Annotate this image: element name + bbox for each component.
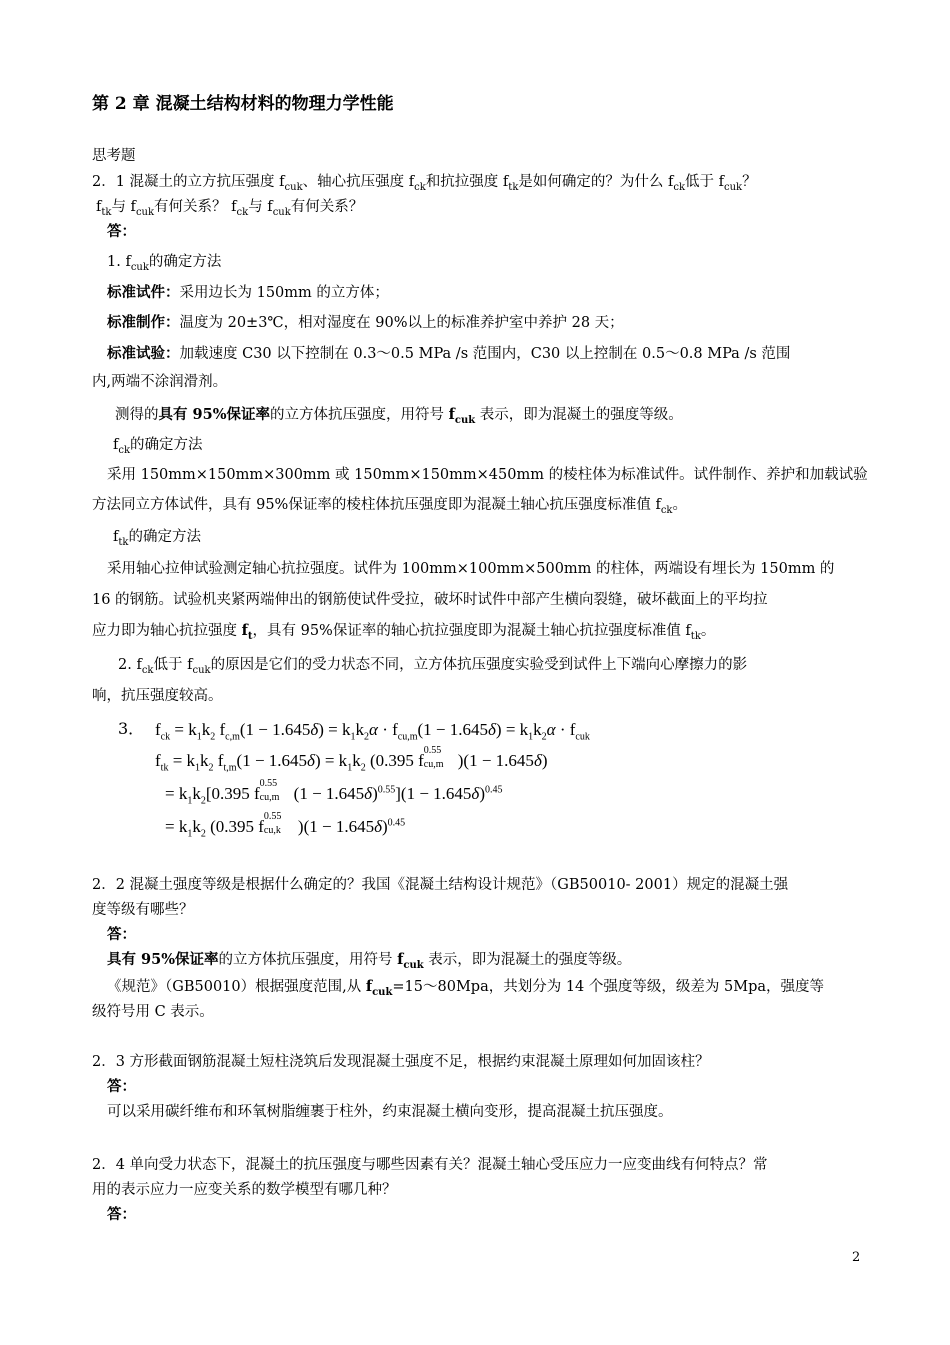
section-label: 思考题 [92,148,136,164]
question-2-1-line1: 2．1 混凝土的立方抗压强度 $f_{cuk}$、轴心抗压强度 $f_{ck}$和抗拉强度 $f_{tk}$是如何确定的？为什么 $f_{ck}$低于 $f_{cuk}$？ [92,174,757,193]
item2-line2: 响，抗压强度较高。 [92,688,223,704]
std-making-line: 标准制作：温度为 20±3℃，相对湿度在 90%以上的标准养护室中养护 28 天； [107,314,624,331]
chapter-title: 第 2 章 混凝土结构材料的物理力学性能 [92,94,394,114]
equation-fck: $f_{ck} = k_1k_2$ $f_{c,m}(1 - 1.645\delta) = k_1k_2\alpha \cdot f_{cu,m}(1 - 1.645\delta) = k_1k_2\alpha \cdot f_{cuk}$ [155,720,590,743]
question-2-1-line2: $f_{tk}$与 $f_{cuk}$有何关系？ $f_{ck}$与 $f_{cuk}$有何关系？ [96,199,364,218]
page-number: 2 [852,1250,861,1265]
q2-answer-line2: 《规范》（GB50010）根据强度范围,从 $f_{cuk}=15\sim 80Mpa$，共划分为 14 个强度等级，级差为 5Mpa，强度等 [107,978,824,998]
equation-ftk-2: = $k_1k_2[0.395$ f 0.55 cu,m $(1 - 1.645\delta)^{0.55}](1 - 1.645\delta)^{0.45}$ [165,778,503,807]
ftk-paragraph-line1: 采用轴心拉伸试验测定轴心抗拉强度。试件为 100mm×100mm×500mm 的柱体，两端设有埋长为 150mm 的 [107,561,835,577]
ftk-paragraph-line3: 应力即为轴心抗拉强度 $f_t$，具有 95%保证率的轴心抗拉强度即为混凝土轴心抗拉强度标准值 $f_{tk}$。 [92,622,716,642]
fck-paragraph-line1: 采用 150mm×150mm×300mm 或 150mm×150mm×450mm 的棱柱体为标准试件。试件制作、养护和加载试验 [107,467,868,483]
ftk-heading: $f_{tk}$的确定方法 [113,529,201,548]
answer-label: 答： [107,1206,136,1223]
question-2-4-line2: 用的表示应力一应变关系的数学模型有哪几种？ [92,1182,397,1198]
std-test-line2: 内,两端不涂润滑剂。 [92,374,228,390]
equation-ftk-3: = $k_1k_2$ (0.395 f 0.55 cu,k )$(1 - 1.645\delta)^{0.45}$ [165,811,406,840]
fck-paragraph-line2: 方法同立方体试件，具有 95%保证率的棱柱体抗压强度即为混凝土轴心抗压强度标准值 $f_{ck}$。 [92,497,687,516]
item3-number: 3． [118,719,145,738]
q2-answer-line3: 级符号用 C 表示。 [92,1004,214,1020]
fck-heading: $f_{ck}$的确定方法 [113,437,203,456]
item1-heading: 1. $f_{cuk}$的确定方法 [107,254,222,273]
std-test-line: 标准试验：加载速度 C30 以下控制在 0.3～0.5 MPa /s 范围内，C30 以上控制在 0.5～0.8 MPa /s 范围 [107,345,791,362]
measured-line: 测得的具有 95%保证率的立方体抗压强度，用符号 $f_{cuk}$ 表示，即为混凝土的强度等级。 [115,406,683,426]
equation-ftk-1: $f_{tk} = k_1k_2$ $f_{t,m}(1 - 1.645\delta) = k_1k_2$ (0.395 f 0.55 cu,m )(1 − 1.645δ) [155,745,548,774]
answer-label: 答： [107,926,136,943]
std-specimen-line: 标准试件：采用边长为 150mm 的立方体； [107,284,389,301]
item2-line1: 2. $f_{ck}$低于 $f_{cuk}$的原因是它们的受力状态不同，立方体抗压强度实验受到试件上下端向心摩擦力的影 [118,657,748,676]
ftk-paragraph-line2: 16 的钢筋。试验机夹紧两端伸出的钢筋使试件受拉，破坏时试件中部产生横向裂缝，破坏截面上的平均拉 [92,592,768,608]
q2-answer-line1: 具有 95%保证率的立方体抗压强度，用符号 $f_{cuk}$ 表示，即为混凝土的强度等级。 [107,951,632,971]
question-2-2-line1: 2．2 混凝土强度等级是根据什么确定的？我国《混凝土结构设计规范》（GB50010- 2001）规定的混凝土强 [92,877,789,893]
answer-label: 答： [107,223,136,240]
question-2-2-line2: 度等级有哪些？ [92,902,194,918]
q3-answer: 可以采用碳纤维布和环氧树脂缠裹于柱外，约束混凝土横向变形，提高混凝土抗压强度。 [107,1104,673,1120]
question-2-3-line1: 2．3 方形截面钢筋混凝土短柱浇筑后发现混凝土强度不足，根据约束混凝土原理如何加固该柱？ [92,1054,710,1070]
answer-label: 答： [107,1078,136,1095]
question-2-4-line1: 2．4 单向受力状态下，混凝土的抗压强度与哪些因素有关？混凝土轴心受压应力一应变曲线有何特点？常 [92,1157,768,1173]
